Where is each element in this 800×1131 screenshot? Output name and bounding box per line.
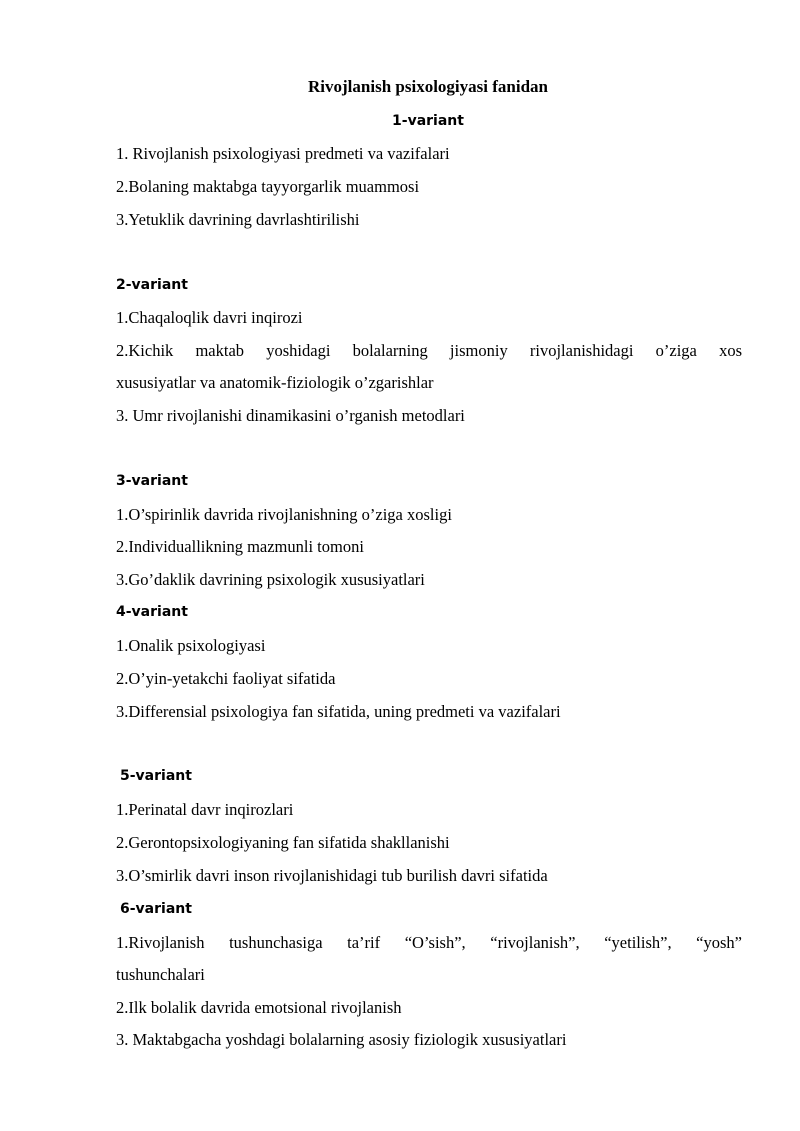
variant-6-item-1: 1.Rivojlanish tushunchasiga ta’rif “O’sish”, “rivojlanish”, “yetilish”, “yosh” — [116, 933, 742, 952]
variant-5-item-1: 1.Perinatal davr inqirozlari — [116, 800, 294, 819]
variant-5-item-3: 3.O’smirlik davri inson rivojlanishidagi tub burilish davri sifatida — [116, 866, 548, 885]
variant-4-heading: 4-variant — [116, 604, 188, 620]
variant-1-item-3: 3.Yetuklik davrining davrlashtirilishi — [116, 210, 360, 229]
variant-5-heading: 5-variant — [120, 768, 192, 784]
variant-3-item-2: 2.Individuallikning mazmunli tomoni — [116, 537, 364, 556]
variant-4-item-1: 1.Onalik psixologiyasi — [116, 636, 266, 655]
variant-2-heading: 2-variant — [116, 277, 188, 293]
variant-4-item-3: 3.Differensial psixologiya fan sifatida, uning predmeti va vazifalari — [116, 702, 561, 721]
variant-5-item-2: 2.Gerontopsixologiyaning fan sifatida shakllanishi — [116, 833, 450, 852]
variant-2-item-2-continued: xususiyatlar va anatomik-fiziologik o’zgarishlar — [116, 373, 434, 392]
variant-4-item-2: 2.O’yin-yetakchi faoliyat sifatida — [116, 669, 336, 688]
variant-3-item-3: 3.Go’daklik davrining psixologik xususiyatlari — [116, 570, 425, 589]
variant-2-item-2: 2.Kichik maktab yoshidagi bolalarning jismoniy rivojlanishidagi o’ziga xos — [116, 341, 742, 360]
variant-6-heading: 6-variant — [120, 901, 192, 917]
variant-3-heading: 3-variant — [116, 473, 188, 489]
variant-1-item-1: 1. Rivojlanish psixologiyasi predmeti va vazifalari — [116, 144, 450, 163]
variant-6-item-3: 3. Maktabgacha yoshdagi bolalarning asosiy fiziologik xususiyatlari — [116, 1030, 567, 1049]
variant-6-item-1-continued: tushunchalari — [116, 965, 205, 984]
variant-2-item-1: 1.Chaqaloqlik davri inqirozi — [116, 308, 303, 327]
variant-1-item-2: 2.Bolaning maktabga tayyorgarlik muammosi — [116, 177, 420, 196]
variant-1-heading: 1-variant — [392, 113, 464, 129]
document-title: Rivojlanish psixologiyasi fanidan — [308, 77, 548, 96]
variant-3-item-1: 1.O’spirinlik davrida rivojlanishning o’ziga xosligi — [116, 505, 452, 524]
variant-2-item-3: 3. Umr rivojlanishi dinamikasini o’rganish metodlari — [116, 406, 465, 425]
variant-6-item-2: 2.Ilk bolalik davrida emotsional rivojlanish — [116, 998, 402, 1017]
